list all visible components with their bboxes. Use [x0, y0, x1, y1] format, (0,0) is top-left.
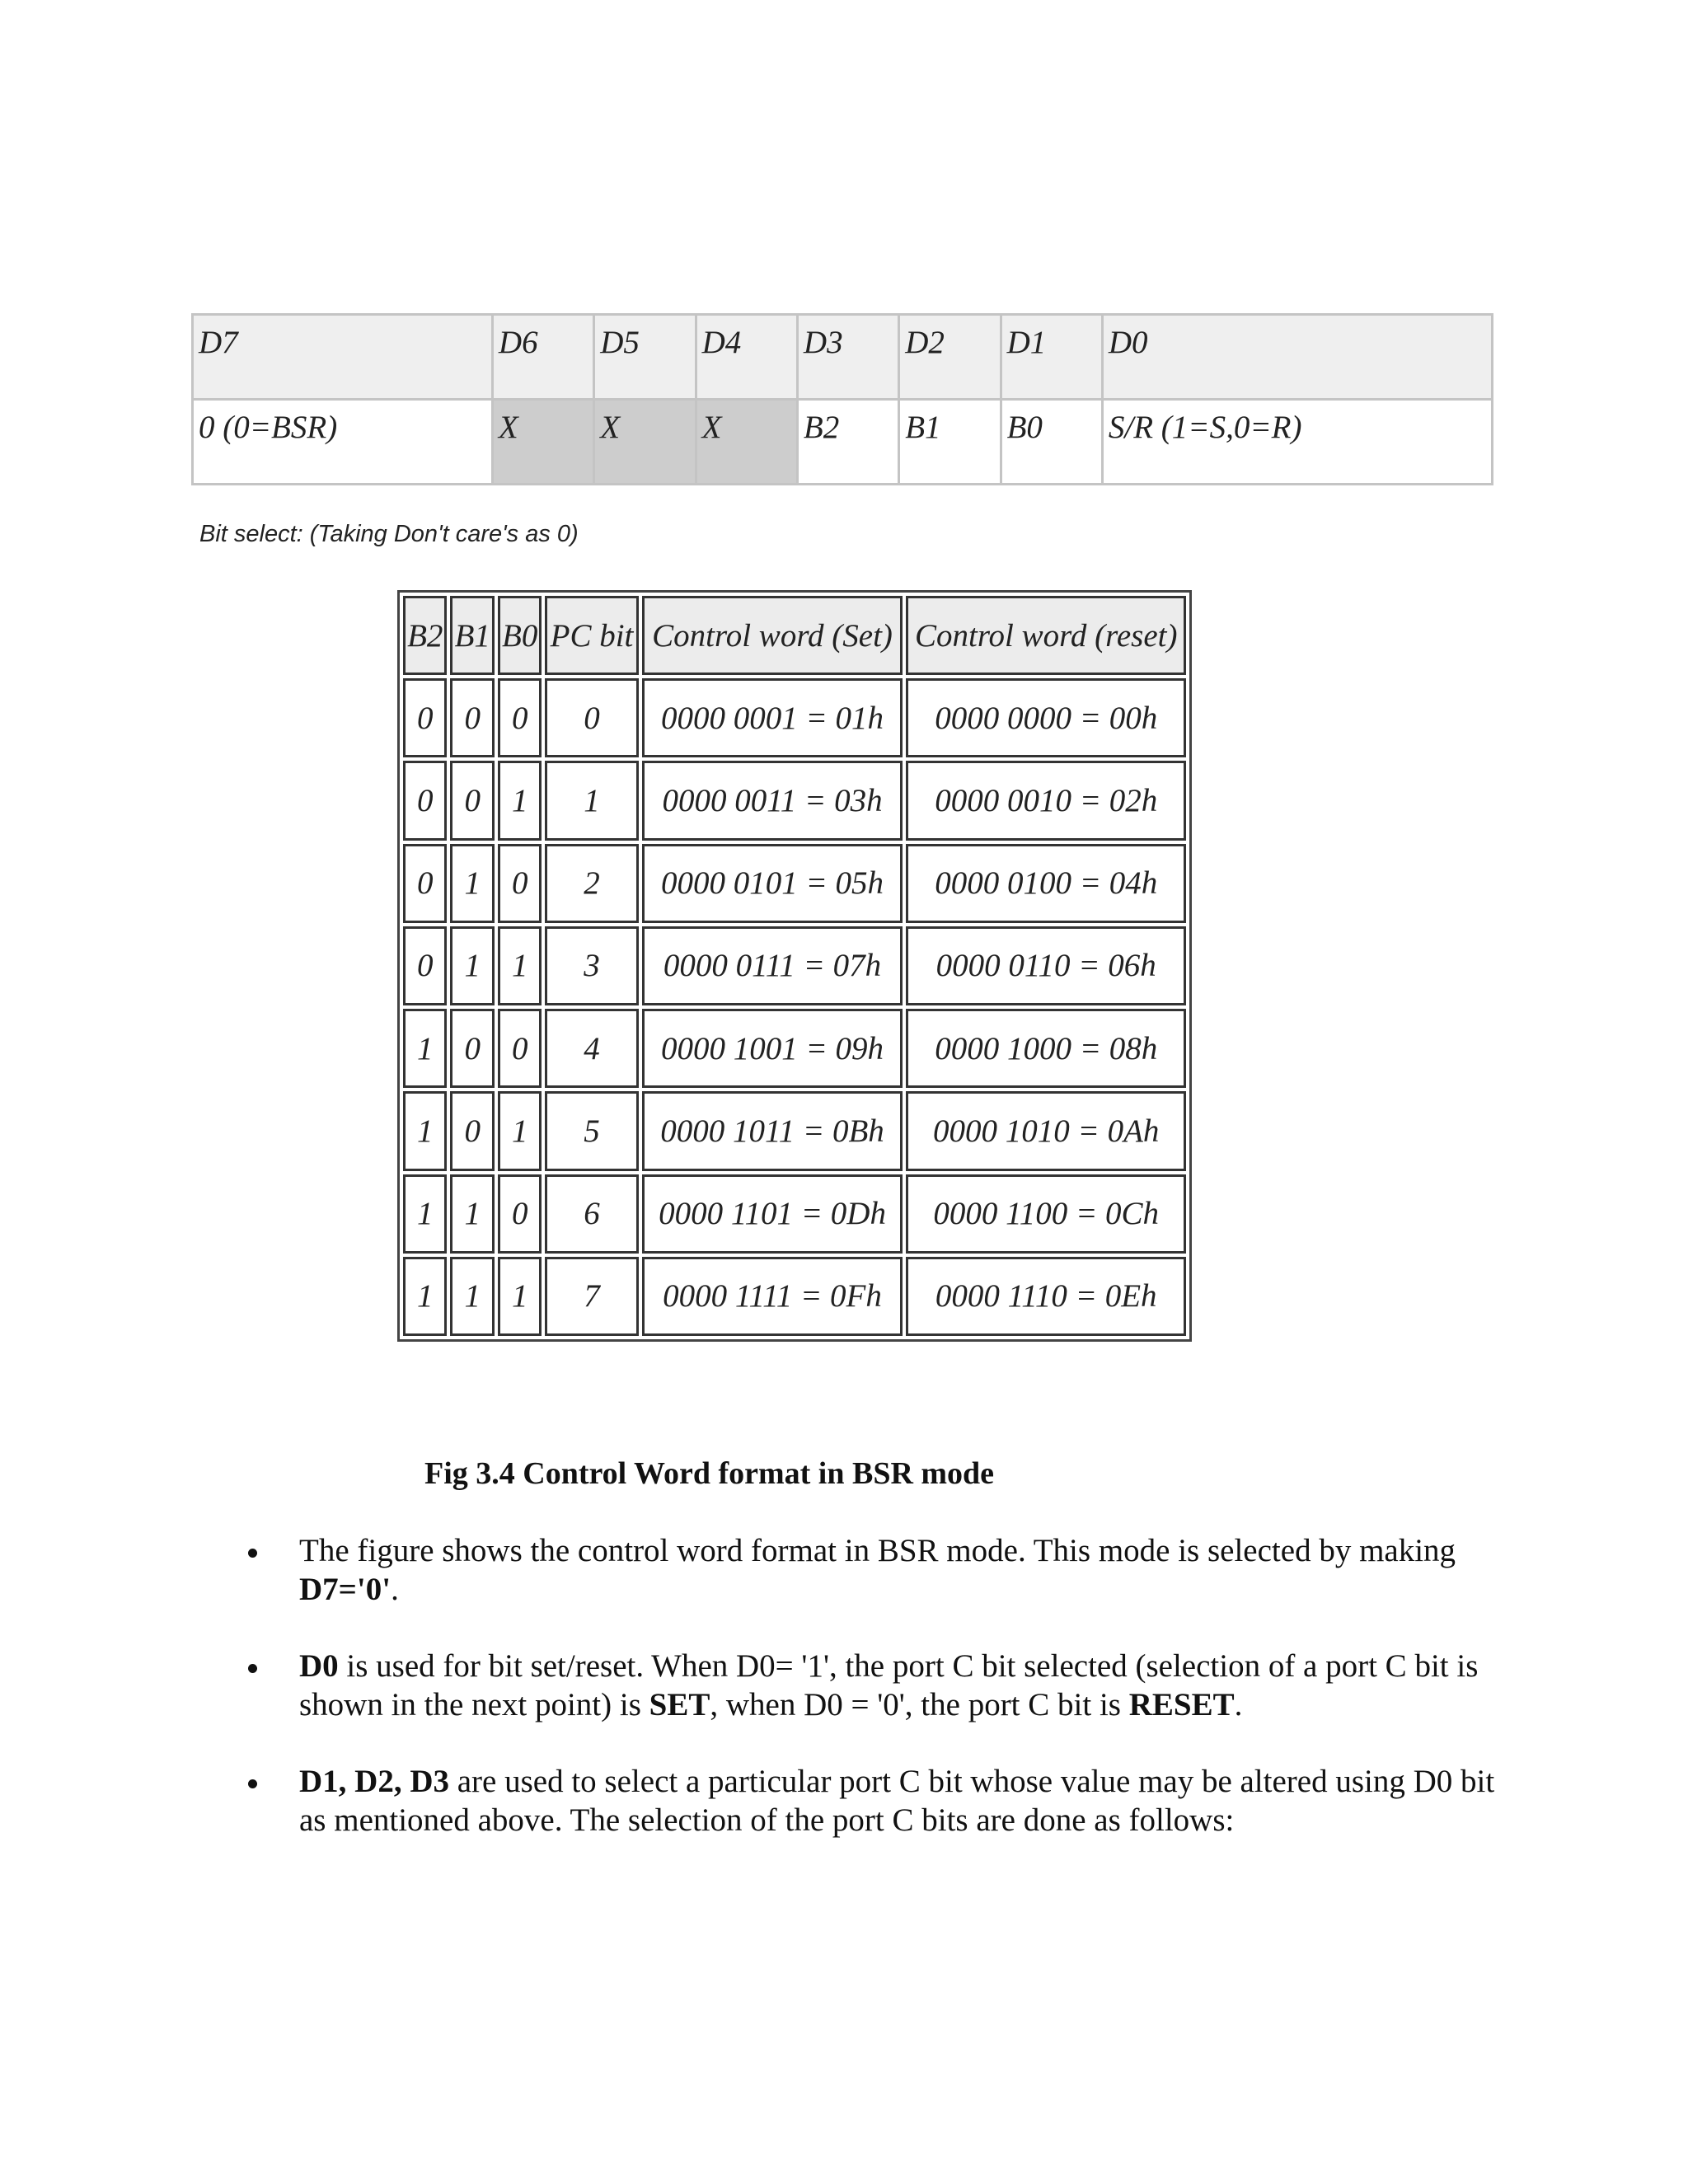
- value-d4: X: [696, 400, 797, 485]
- header-b2: B2: [403, 596, 447, 675]
- cell-control-word-reset: 0000 1010 = 0Ah: [906, 1091, 1186, 1170]
- bullet-dot-icon: [248, 1664, 257, 1673]
- header-d7: D7: [193, 315, 493, 400]
- cell-control-word-set: 0000 1101 = 0Dh: [642, 1174, 903, 1254]
- header-d3: D3: [797, 315, 898, 400]
- cell-b0: 1: [498, 926, 542, 1005]
- cell-b0: 0: [498, 844, 542, 923]
- bullet-text: .: [391, 1572, 399, 1607]
- bullet-bold-text: D7='0': [299, 1572, 392, 1607]
- control-word-table: [191, 313, 1493, 485]
- cell-b2: 0: [403, 678, 447, 757]
- value-d3: B2: [797, 400, 898, 485]
- cell-b2: 1: [403, 1174, 447, 1254]
- cell-b1: 1: [450, 1174, 494, 1254]
- bullet-bold-text: RESET: [1128, 1687, 1235, 1722]
- control-word-value-row: [193, 400, 1493, 485]
- cell-control-word-reset: 0000 0000 = 00h: [906, 678, 1186, 757]
- header-control-word-reset: Control word (reset): [906, 596, 1186, 675]
- table-row: [403, 844, 1186, 923]
- cell-control-word-set: 0000 0001 = 01h: [642, 678, 903, 757]
- table-row: [403, 1091, 1186, 1170]
- table-row: [403, 1009, 1186, 1088]
- cell-b0: 0: [498, 678, 542, 757]
- value-d2: B1: [899, 400, 1001, 485]
- control-word-header-row: [193, 315, 1493, 400]
- header-b0: B0: [498, 596, 542, 675]
- cell-pc-bit: 5: [545, 1091, 638, 1170]
- cell-b2: 1: [403, 1257, 447, 1336]
- cell-pc-bit: 0: [545, 678, 638, 757]
- bit-select-table: [397, 590, 1192, 1342]
- cell-pc-bit: 3: [545, 926, 638, 1005]
- cell-b1: 1: [450, 844, 494, 923]
- cell-b0: 1: [498, 761, 542, 840]
- cell-control-word-reset: 0000 1100 = 0Ch: [906, 1174, 1186, 1254]
- bit-select-header-row: [403, 596, 1186, 675]
- cell-b1: 0: [450, 678, 494, 757]
- bullet-bold-text: D1, D2, D3: [299, 1764, 449, 1799]
- bullet-dot-icon: [248, 1779, 257, 1788]
- cell-control-word-set: 0000 1011 = 0Bh: [642, 1091, 903, 1170]
- bullet-text: is used for bit set/reset. When D0= '1', the port C bit selected (selection of a port C bit is shown in the next point) is: [299, 1648, 1479, 1722]
- table-row: [403, 1174, 1186, 1254]
- cell-control-word-reset: 0000 0010 = 02h: [906, 761, 1186, 840]
- cell-pc-bit: 7: [545, 1257, 638, 1336]
- header-d1: D1: [1001, 315, 1102, 400]
- value-d6: X: [492, 400, 593, 485]
- bullet-item-d0: [239, 1647, 1508, 1724]
- value-d1: B0: [1001, 400, 1102, 485]
- cell-control-word-reset: 0000 0100 = 04h: [906, 844, 1186, 923]
- cell-control-word-set: 0000 1111 = 0Fh: [642, 1257, 903, 1336]
- table-row: [403, 761, 1186, 840]
- cell-b0: 1: [498, 1091, 542, 1170]
- bullet-list: [239, 1531, 1508, 1877]
- header-d2: D2: [899, 315, 1001, 400]
- bullet-item-bsr-mode: [239, 1531, 1508, 1609]
- cell-control-word-set: 0000 0101 = 05h: [642, 844, 903, 923]
- cell-pc-bit: 1: [545, 761, 638, 840]
- header-d0: D0: [1102, 315, 1492, 400]
- bullet-text: The figure shows the control word format in BSR mode. This mode is selected by making: [299, 1533, 1456, 1568]
- cell-b1: 1: [450, 1257, 494, 1336]
- header-d6: D6: [492, 315, 593, 400]
- header-d4: D4: [696, 315, 797, 400]
- bullet-item-d1-d2-d3: [239, 1762, 1508, 1840]
- cell-b2: 0: [403, 926, 447, 1005]
- cell-control-word-reset: 0000 1110 = 0Eh: [906, 1257, 1186, 1336]
- table-row: [403, 678, 1186, 757]
- table-row: [403, 1257, 1186, 1336]
- header-control-word-set: Control word (Set): [642, 596, 903, 675]
- header-pc-bit: PC bit: [545, 596, 638, 675]
- figure-caption: Fig 3.4 Control Word format in BSR mode: [424, 1456, 995, 1491]
- cell-b2: 1: [403, 1091, 447, 1170]
- bullet-bold-text: SET: [649, 1687, 710, 1722]
- header-d5: D5: [594, 315, 696, 400]
- cell-control-word-set: 0000 1001 = 09h: [642, 1009, 903, 1088]
- cell-control-word-reset: 0000 1000 = 08h: [906, 1009, 1186, 1088]
- cell-b2: 1: [403, 1009, 447, 1088]
- cell-b1: 0: [450, 761, 494, 840]
- cell-pc-bit: 2: [545, 844, 638, 923]
- cell-pc-bit: 4: [545, 1009, 638, 1088]
- value-d0: S/R (1=S,0=R): [1102, 400, 1492, 485]
- cell-b2: 0: [403, 844, 447, 923]
- cell-control-word-set: 0000 0111 = 07h: [642, 926, 903, 1005]
- cell-b1: 1: [450, 926, 494, 1005]
- bullet-text: .: [1234, 1687, 1243, 1722]
- cell-b1: 0: [450, 1009, 494, 1088]
- table-row: [403, 926, 1186, 1005]
- cell-b1: 0: [450, 1091, 494, 1170]
- cell-control-word-set: 0000 0011 = 03h: [642, 761, 903, 840]
- header-b1: B1: [450, 596, 494, 675]
- cell-b0: 0: [498, 1009, 542, 1088]
- cell-pc-bit: 6: [545, 1174, 638, 1254]
- cell-b2: 0: [403, 761, 447, 840]
- bullet-text: , when D0 = '0', the port C bit is: [710, 1687, 1129, 1722]
- cell-b0: 0: [498, 1174, 542, 1254]
- bullet-bold-text: D0: [299, 1648, 339, 1684]
- value-d7: 0 (0=BSR): [193, 400, 493, 485]
- bullet-dot-icon: [248, 1549, 257, 1558]
- value-d5: X: [594, 400, 696, 485]
- cell-control-word-reset: 0000 0110 = 06h: [906, 926, 1186, 1005]
- bit-select-caption: Bit select: (Taking Don't care's as 0): [199, 521, 579, 547]
- bit-select-body: [403, 678, 1186, 1336]
- cell-b0: 1: [498, 1257, 542, 1336]
- bullet-text: are used to select a particular port C bit whose value may be altered using D0 bit as mentioned above. The selection of the port C bits are done as follows:: [299, 1764, 1495, 1838]
